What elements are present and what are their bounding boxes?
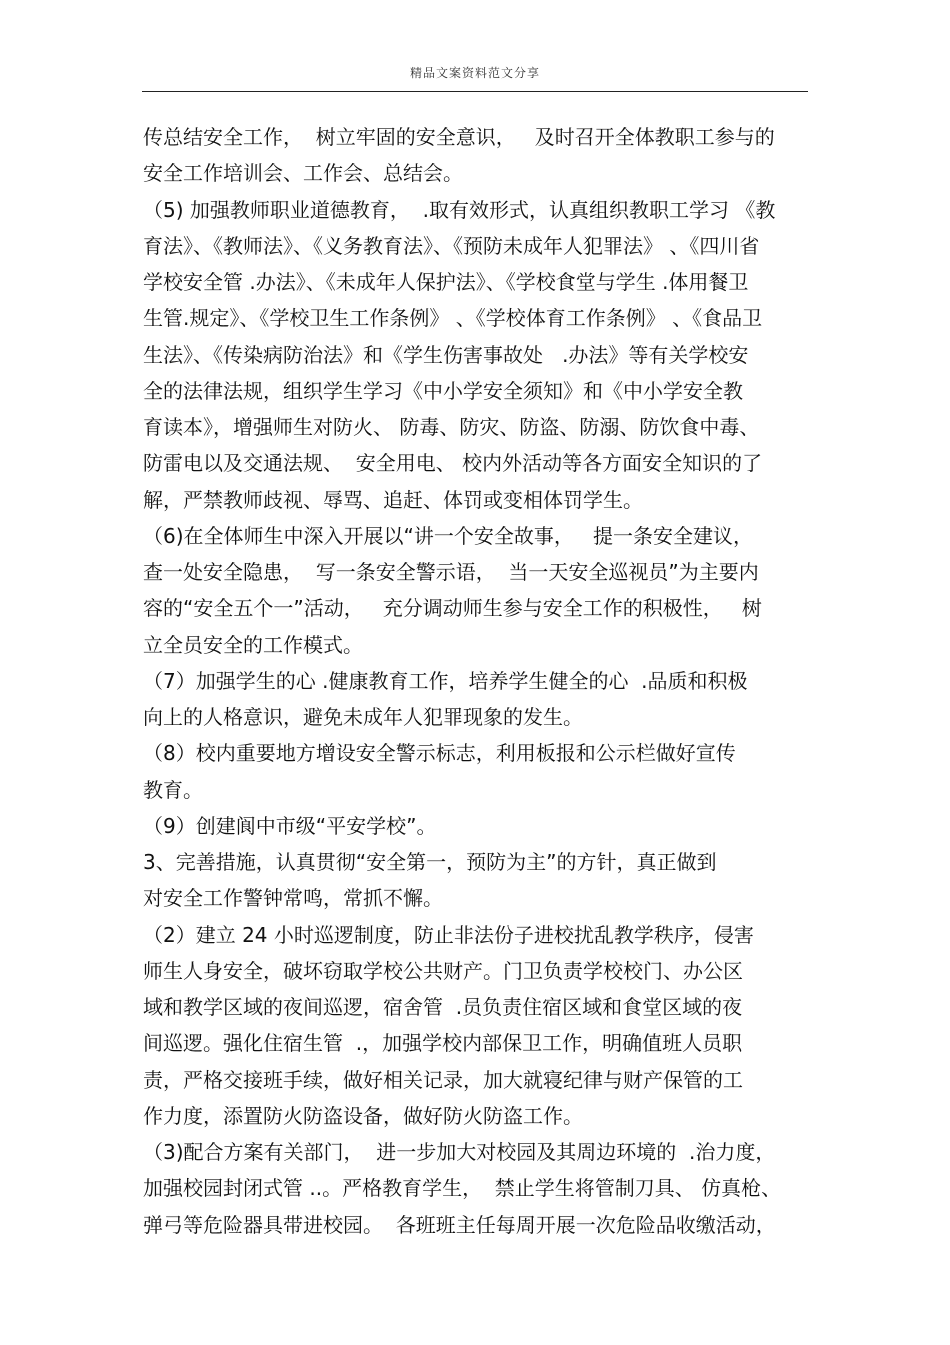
text-line: （6)在全体师生中深入开展以“讲一个安全故事， 提一条安全建议， (143, 523, 753, 548)
text-line: 育读本》，增强师生对防火、 防毒、防灾、防盗、防溺、防饮食中毒、 (143, 415, 760, 439)
text-line: 传总结安全工作， 树立牢固的安全意识， 及时召开全体教职工参与的 (143, 125, 775, 149)
text-line: 安全工作培训会、工作会、总结会。 (143, 161, 463, 186)
text-line: 全的法律法规，组织学生学习《中小学安全须知》和《中小学安全教 (143, 378, 743, 403)
text-line: 育法》、《教师法》、《义务教育法》、《预防未成年人犯罪法》 、《四川省 (143, 233, 760, 258)
text-line: （8）校内重要地方增设安全警示标志，利用板报和公示栏做好宣传 (143, 741, 736, 766)
text-line: 对安全工作警钟常鸣，常抓不懈。 (143, 886, 443, 911)
text-line: 向上的人格意识，避免未成年人犯罪现象的发生。 (143, 705, 583, 729)
text-line: （7）加强学生的心 .健康教育工作，培养学生健全的心 .品质和积极 (143, 668, 748, 693)
text-line: （2）建立 24 小时巡逻制度，防止非法份子进校扰乱教学秩序，侵害 (143, 922, 754, 947)
text-line: 学校安全管 .办法》、《未成年人保护法》、《学校食堂与学生 .体用餐卫 (143, 270, 749, 294)
text-line: （5) 加强教师职业道德教育， .取有效形式，认真组织教职工学习 《教 (143, 197, 776, 222)
text-line: 间巡逻。强化住宿生管 .，加强学校内部保卫工作，明确值班人员职 (143, 1031, 743, 1056)
text-line: 解，严禁教师歧视、辱骂、追赶、体罚或变相体罚学生。 (143, 487, 643, 512)
text-line: 域和教学区域的夜间巡逻，宿舍管 .员负责住宿区域和食堂区域的夜 (143, 995, 743, 1019)
text-line: 作力度，添置防火防盗设备，做好防火防盗工作。 (143, 1103, 583, 1128)
text-line: 师生人身安全，破坏窃取学校公共财产。门卫负责学校校门、办公区 (143, 958, 743, 983)
text-line: 防雷电以及交通法规、 安全用电、 校内外活动等各方面安全知识的了 (143, 451, 763, 476)
text-line: （3)配合方案有关部门， 进一步加大对校园及其周边环境的 .治力度， (143, 1140, 776, 1164)
text-line: 责，严格交接班手续，做好相关记录，加大就寝纪律与财产保管的工 (143, 1067, 743, 1092)
text-line: 加强校园封闭式管 ..。严格教育学生， 禁止学生将管制刀具、 仿真枪、 (143, 1176, 782, 1201)
text-line: 教育。 (143, 777, 203, 802)
document-body (143, 119, 833, 1243)
text-line: 查一处安全隐患， 写一条安全警示语， 当一天安全巡视员”为主要内 (143, 560, 759, 584)
header-divider (142, 91, 808, 92)
text-line: 生管.规定》、《学校卫生工作条例》 、《学校体育工作条例》 、《食品卫 (143, 306, 763, 331)
text-line: 弹弓等危险器具带进校园。 各班班主任每周开展一次危险品收缴活动， (143, 1212, 776, 1237)
text-line: 容的“安全五个一”活动， 充分调动师生参与安全工作的积极性， 树 (143, 596, 762, 621)
text-line: 立全员安全的工作模式。 (143, 632, 363, 657)
page-header: 精品文案资料范文分享 (409, 66, 540, 80)
text-line: 3、完善措施，认真贯彻“安全第一，预防为主”的方针，真正做到 (143, 850, 717, 874)
text-line: 生法》、《传染病防治法》和《学生伤害事故处 .办法》等有关学校安 (143, 342, 749, 367)
text-line: （9）创建阆中市级“平安学校”。 (143, 813, 437, 838)
